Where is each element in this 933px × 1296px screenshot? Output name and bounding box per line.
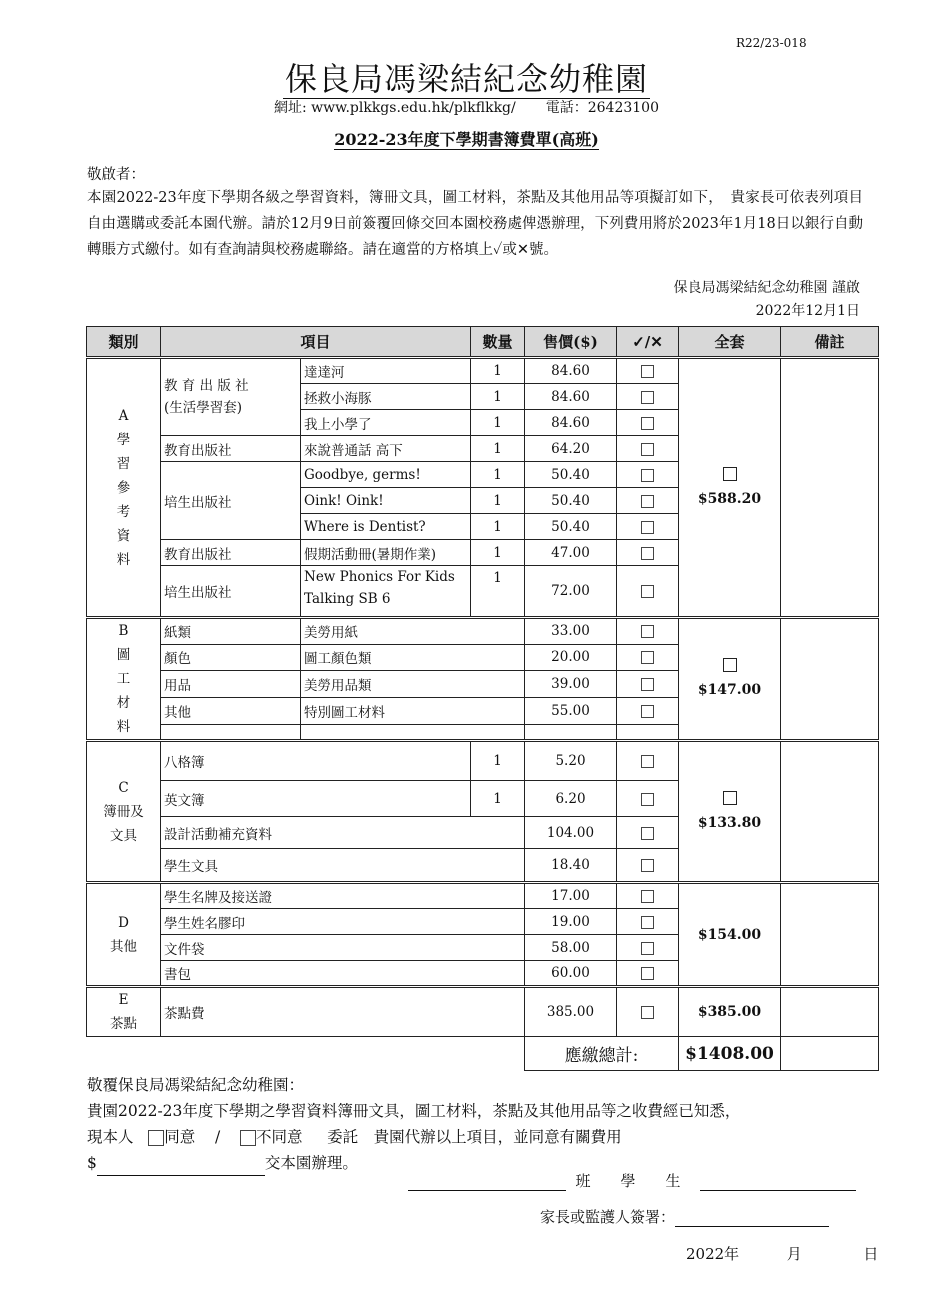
- item-name: 學生姓名膠印: [161, 909, 525, 935]
- table-row: [87, 741, 879, 781]
- checkbox[interactable]: [617, 566, 679, 618]
- signoff: 保良局馮梁結紀念幼稚園 謹啟: [673, 280, 860, 296]
- salutation: 敬啟者：: [87, 167, 145, 183]
- reply-line-4: $ 交本園辦理。: [87, 1150, 740, 1176]
- set-checkbox[interactable]: [723, 791, 737, 805]
- class-student-line: 班 學 生: [408, 1170, 856, 1191]
- item-qty: 1: [471, 741, 525, 781]
- checkbox[interactable]: [617, 514, 679, 540]
- remarks-cell[interactable]: [781, 741, 879, 883]
- table-row: [87, 618, 879, 645]
- checkbox[interactable]: [617, 961, 679, 987]
- checkbox[interactable]: [617, 488, 679, 514]
- header-price: 售價($): [525, 327, 617, 358]
- item-name: 假期活動冊(暑期作業): [301, 540, 471, 566]
- checkbox[interactable]: [617, 781, 679, 817]
- item-name: 學生文具: [161, 849, 525, 883]
- item-qty: 1: [471, 410, 525, 436]
- reply-date: 2022年 月 日: [686, 1245, 879, 1263]
- header-qty: 數量: [471, 327, 525, 358]
- checkbox[interactable]: [617, 671, 679, 698]
- item-price: 18.40: [525, 849, 617, 883]
- checkbox[interactable]: [617, 987, 679, 1037]
- fee-table: [86, 326, 879, 1071]
- category-b: B 圖 工 材 料: [87, 618, 161, 741]
- checkbox[interactable]: [617, 935, 679, 961]
- signoff-date: 2022年12月1日: [755, 303, 860, 319]
- guardian-signature-field[interactable]: [675, 1212, 829, 1227]
- item-qty: 1: [471, 566, 525, 618]
- header-item: 項目: [161, 327, 471, 358]
- table-row: [87, 883, 879, 909]
- website: 網址: www.plkkgs.edu.hk/plkflkkg/: [273, 100, 516, 116]
- checkbox[interactable]: [617, 540, 679, 566]
- grand-total-remarks: [781, 1037, 879, 1071]
- category-a: A 學 習 參 考 資 料: [87, 358, 161, 618]
- remarks-cell[interactable]: [781, 358, 879, 618]
- item-price: 84.60: [525, 410, 617, 436]
- item-price: 50.40: [525, 514, 617, 540]
- item-name: 文件袋: [161, 935, 525, 961]
- set-total-d: $154.00: [679, 883, 781, 987]
- disagree-checkbox[interactable]: [240, 1130, 256, 1146]
- checkbox[interactable]: [617, 618, 679, 645]
- item-qty: 1: [471, 514, 525, 540]
- item-price: 6.20: [525, 781, 617, 817]
- agree-checkbox[interactable]: [148, 1130, 164, 1146]
- publisher: 培生出版社: [161, 462, 301, 540]
- item-qty: 1: [471, 488, 525, 514]
- publisher: 教 育 出 版 社 (生活學習套): [161, 358, 301, 436]
- item-qty: 1: [471, 462, 525, 488]
- item-price: 55.00: [525, 697, 617, 724]
- header-remarks: 備註: [781, 327, 879, 358]
- reply-line-3: 現本人 同意 / 不同意 委託 貴園代辦以上項目，並同意有關費用: [87, 1128, 622, 1146]
- item-price: 72.00: [525, 566, 617, 618]
- grand-total-label: 應繳總計:: [525, 1037, 679, 1071]
- checkbox[interactable]: [617, 883, 679, 909]
- intro-paragraph: 本園2022-23年度下學期各級之學習資料，簿冊文具，圖工材料，茶點及其他用品等項擬訂如下， 貴家長可依表列項目自由選購或委託本園代辦。請於12月9日前簽覆回條交回本園校務處俾憑辦理，下列費用將於2023年1月18日以銀行自動轉賬方式繳付。如有查詢請與校務處聯絡。請在適當的方格填上✓或✕號。: [87, 190, 863, 258]
- item-price: 39.00: [525, 671, 617, 698]
- table-row: [87, 358, 879, 384]
- item-name: 英文簿: [161, 781, 471, 817]
- checkbox[interactable]: [617, 644, 679, 671]
- remarks-cell[interactable]: [781, 987, 879, 1037]
- item-type: 顏色: [161, 644, 301, 671]
- item-qty: 1: [471, 358, 525, 384]
- item-name: 特別圖工材料: [301, 697, 525, 724]
- checkbox[interactable]: [617, 358, 679, 384]
- item-qty: 1: [471, 436, 525, 462]
- school-name: 保良局馮梁結紀念幼稚園: [284, 60, 648, 98]
- set-total-a: $588.20: [679, 358, 781, 618]
- checkbox[interactable]: [617, 909, 679, 935]
- checkbox[interactable]: [617, 384, 679, 410]
- set-checkbox[interactable]: [723, 467, 737, 481]
- item-name: 拯救小海豚: [301, 384, 471, 410]
- checkbox[interactable]: [617, 741, 679, 781]
- table-header-row: [87, 327, 879, 358]
- publisher: 培生出版社: [161, 566, 301, 618]
- item-name: 我上小學了: [301, 410, 471, 436]
- category-c: C 簿冊及 文具: [87, 741, 161, 883]
- guardian-signature-line: 家長或監護人簽署：: [540, 1206, 829, 1227]
- disagree-label: 不同意: [255, 1128, 303, 1146]
- item-name: 達達河: [301, 358, 471, 384]
- item-price: 84.60: [525, 384, 617, 410]
- checkbox[interactable]: [617, 817, 679, 849]
- item-price: 5.20: [525, 741, 617, 781]
- grand-total-value: $1408.00: [679, 1037, 781, 1071]
- header-check: ✓/✕: [617, 327, 679, 358]
- remarks-cell[interactable]: [781, 883, 879, 987]
- item-name: 學生名牌及接送證: [161, 883, 525, 909]
- item-type: 用品: [161, 671, 301, 698]
- reply-slip: [87, 1072, 740, 1176]
- reply-line-1: 敬覆保良局馮梁結紀念幼稚園：: [87, 1076, 305, 1094]
- item-name: 來說普通話 高下: [301, 436, 471, 462]
- item-price: 60.00: [525, 961, 617, 987]
- item-qty: 1: [471, 540, 525, 566]
- reference-code: R22/23-018: [736, 36, 807, 50]
- item-price: 385.00: [525, 987, 617, 1037]
- item-price: 19.00: [525, 909, 617, 935]
- table-row: [87, 987, 879, 1037]
- checkbox[interactable]: [617, 410, 679, 436]
- item-price: 58.00: [525, 935, 617, 961]
- checkbox[interactable]: [617, 436, 679, 462]
- remarks-cell[interactable]: [781, 618, 879, 741]
- item-qty: 1: [471, 384, 525, 410]
- item-name: 圖工顏色類: [301, 644, 525, 671]
- item-name: Where is Dentist?: [301, 514, 471, 540]
- item-price: 84.60: [525, 358, 617, 384]
- item-type: 其他: [161, 697, 301, 724]
- document-title: 2022-23年度下學期書簿費單(高班): [334, 130, 599, 149]
- agree-label: 同意: [164, 1128, 196, 1146]
- publisher: 教育出版社: [161, 540, 301, 566]
- set-checkbox[interactable]: [723, 658, 737, 672]
- class-field[interactable]: [408, 1176, 566, 1191]
- contact-line: [0, 97, 933, 117]
- item-price: 50.40: [525, 462, 617, 488]
- item-name: 茶點費: [161, 987, 525, 1037]
- set-total-c: $133.80: [679, 741, 781, 883]
- set-total-b: $147.00: [679, 618, 781, 741]
- item-name: Oink! Oink!: [301, 488, 471, 514]
- checkbox[interactable]: [617, 462, 679, 488]
- set-total-e: $385.00: [679, 987, 781, 1037]
- item-name: 美勞用紙: [301, 618, 525, 645]
- item-price: 20.00: [525, 644, 617, 671]
- publisher: 教育出版社: [161, 436, 301, 462]
- item-price: 17.00: [525, 883, 617, 909]
- student-field[interactable]: [700, 1176, 856, 1191]
- item-type: 紙類: [161, 618, 301, 645]
- amount-field[interactable]: [97, 1161, 265, 1176]
- item-name: 八格簿: [161, 741, 471, 781]
- item-price: 50.40: [525, 488, 617, 514]
- item-name: New Phonics For Kids Talking SB 6: [301, 566, 471, 618]
- grand-total-row: [87, 1037, 879, 1071]
- reply-line-2: 貴園2022-23年度下學期之學習資料簿冊文具，圖工材料，茶點及其他用品等之收費經已知悉，: [87, 1102, 741, 1120]
- item-name: Goodbye, germs!: [301, 462, 471, 488]
- checkbox[interactable]: [617, 849, 679, 883]
- category-d: D 其他: [87, 883, 161, 987]
- category-e: E 茶點: [87, 987, 161, 1037]
- item-price: 47.00: [525, 540, 617, 566]
- item-name: 書包: [161, 961, 525, 987]
- item-name: 美勞用品類: [301, 671, 525, 698]
- checkbox[interactable]: [617, 697, 679, 724]
- item-price: 64.20: [525, 436, 617, 462]
- item-qty: 1: [471, 781, 525, 817]
- item-price: 104.00: [525, 817, 617, 849]
- phone: 電話：26423100: [545, 100, 659, 116]
- item-name: 設計活動補充資料: [161, 817, 525, 849]
- item-price: 33.00: [525, 618, 617, 645]
- header-set: 全套: [679, 327, 781, 358]
- header-category: 類別: [87, 327, 161, 358]
